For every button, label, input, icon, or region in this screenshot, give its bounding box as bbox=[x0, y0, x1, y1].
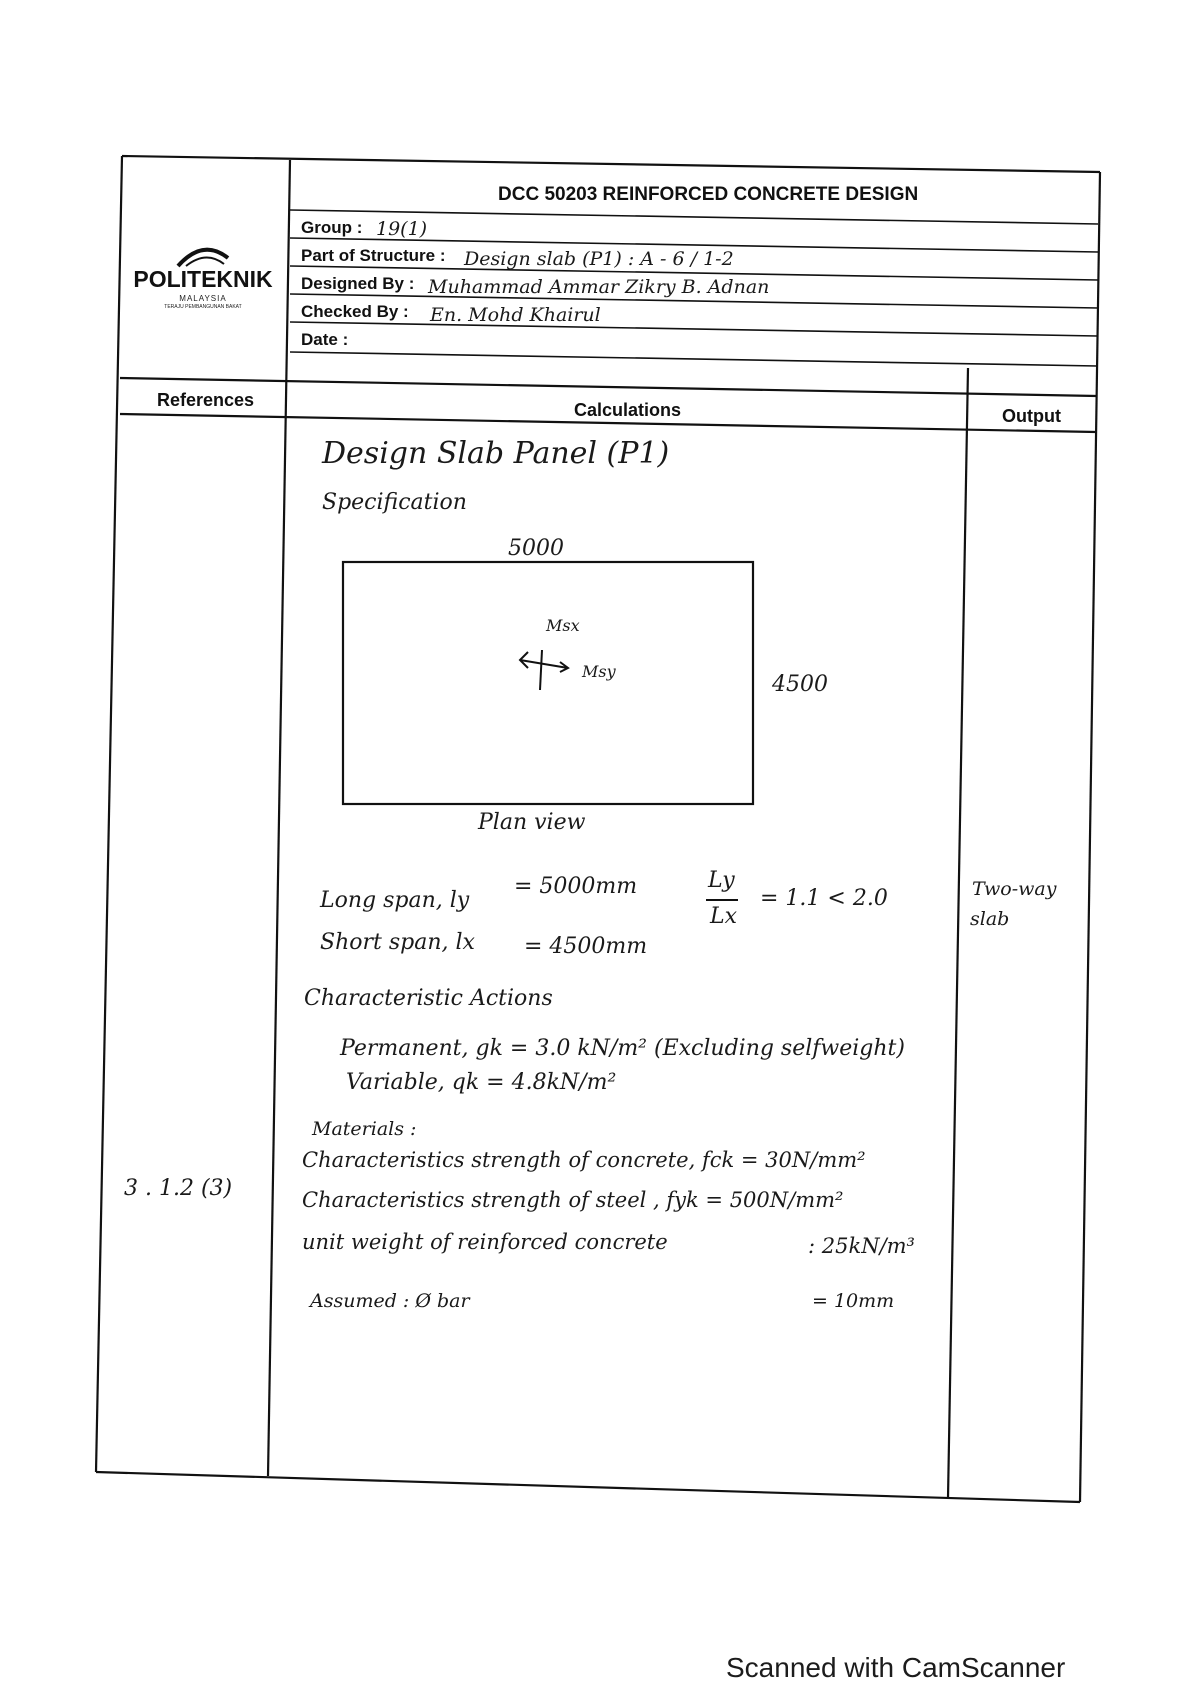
header-references: References bbox=[157, 390, 255, 410]
label-group: Group : bbox=[301, 218, 363, 237]
ratio-value: = 1.1 < 2.0 bbox=[760, 886, 888, 911]
long-span-label: Long span, ly bbox=[320, 888, 470, 913]
material-unit-weight: unit weight of reinforced concrete bbox=[302, 1230, 668, 1254]
assumed-bar-label: Assumed : Ø bar bbox=[310, 1290, 470, 1312]
diagram-side-dimension: 4500 bbox=[772, 672, 828, 697]
material-fck: Characteristics strength of concrete, fck = 30N/mm² bbox=[302, 1148, 866, 1172]
value-part-of-structure: Design slab (P1) : A - 6 / 1-2 bbox=[464, 248, 734, 270]
assumed-bar-value: = 10mm bbox=[812, 1290, 895, 1312]
form-title: DCC 50203 REINFORCED CONCRETE DESIGN bbox=[498, 184, 919, 205]
material-unit-weight-value: : 25kN/m³ bbox=[808, 1234, 915, 1258]
label-date: Date : bbox=[301, 330, 349, 349]
permanent-action: Permanent, gk = 3.0 kN/m² (Excluding selfweight) bbox=[340, 1036, 905, 1061]
label-designed-by: Designed By : bbox=[301, 274, 415, 293]
diagram-msy: Msy bbox=[582, 662, 616, 681]
short-span-value: = 4500mm bbox=[524, 934, 648, 959]
calc-heading: Design Slab Panel (P1) bbox=[322, 436, 670, 471]
diagram-caption: Plan view bbox=[478, 810, 586, 835]
diagram-top-dimension: 5000 bbox=[508, 536, 564, 561]
header-output: Output bbox=[1002, 406, 1061, 426]
value-designed-by: Muhammad Ammar Zikry B. Adnan bbox=[428, 276, 770, 298]
logo-name: POLITEKNIK bbox=[133, 266, 273, 292]
logo-tagline: TERAJU PEMBANGUNAN BAKAT bbox=[164, 304, 242, 310]
logo-sub: MALAYSIA bbox=[179, 294, 227, 303]
reference-clause: 3 . 1.2 (3) bbox=[124, 1176, 233, 1201]
value-group: 19(1) bbox=[376, 218, 428, 240]
characteristic-actions-heading: Characteristic Actions bbox=[304, 986, 553, 1011]
variable-action: Variable, qk = 4.8kN/m² bbox=[346, 1070, 617, 1095]
material-fyk: Characteristics strength of steel , fyk = 500N/mm² bbox=[302, 1188, 844, 1212]
header-calculations: Calculations bbox=[574, 400, 682, 420]
output-line-1: Two-way bbox=[972, 878, 1057, 900]
materials-heading: Materials : bbox=[312, 1118, 417, 1140]
value-checked-by: En. Mohd Khairul bbox=[430, 304, 601, 326]
ratio-numerator: Ly bbox=[708, 868, 735, 893]
diagram-msx: Msx bbox=[546, 616, 580, 635]
long-span-value: = 5000mm bbox=[514, 874, 638, 899]
ratio-denominator: Lx bbox=[710, 904, 738, 929]
camscanner-watermark: Scanned with CamScanner bbox=[726, 1652, 1066, 1683]
calc-specification: Specification bbox=[322, 490, 467, 515]
short-span-label: Short span, lx bbox=[320, 930, 475, 955]
label-part-of-structure: Part of Structure : bbox=[301, 246, 446, 265]
label-checked-by: Checked By : bbox=[301, 302, 409, 321]
output-line-2: slab bbox=[970, 908, 1010, 930]
